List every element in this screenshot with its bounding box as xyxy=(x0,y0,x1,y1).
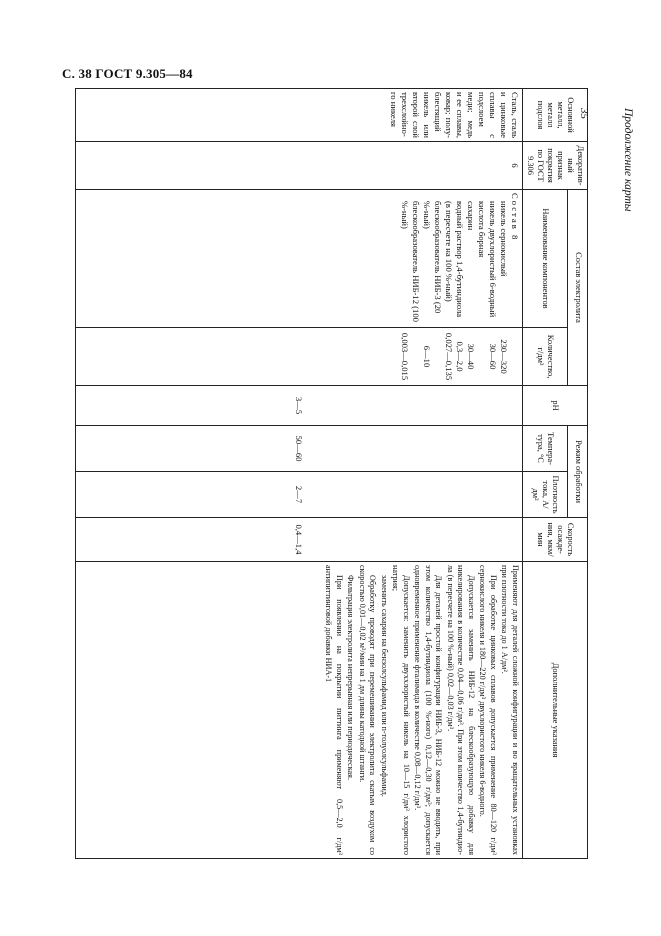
decorative-cell: 6 xyxy=(75,142,522,190)
component-qty: 0,027—0,135 xyxy=(443,332,454,381)
component-qty: 30—40 xyxy=(465,343,476,370)
component-name: никель двухлористый 6-водный xyxy=(487,201,498,318)
current-density-cell: 2—7 xyxy=(75,472,522,518)
component-qty: 230—320 xyxy=(498,339,509,374)
page-number: 35 xyxy=(578,108,590,119)
quantities-cell xyxy=(75,328,522,386)
header-decorative: Декоративный признак покрытия по ГОСТ 9.306 xyxy=(522,142,587,190)
table-row xyxy=(75,89,522,859)
note-paragraph: Обработку проводят при перемешивании электролита скатым воздухом со скоростью 0,01—0,02 м³/мин на 1 дм длины катодной штанги. xyxy=(357,565,378,856)
continuation-title: Продолжение карты xyxy=(622,108,634,212)
page-header: С. 38 ГОСТ 9.305—84 xyxy=(62,66,193,81)
components-cell xyxy=(75,190,522,328)
header-notes: Дополнительные указания xyxy=(522,562,587,859)
note-paragraph: Применяют для деталей сложной конфигурации и во вращательных установках при плотности тока до 1 А/дм². xyxy=(500,565,520,856)
header-current-density: Плотность тока, А/дм² xyxy=(522,472,568,518)
note-paragraph: При обработке цинковых сплавов допускается применение 80—120 г/дм³ сернокислого никеля и 180—220 г/дм³ двухлористого никеля 6-водного. xyxy=(478,565,498,856)
note-paragraph: Допускается: заменить двуххлористый никель на 10—15 г/дм³ хлористого натрия; xyxy=(391,565,411,856)
ph-cell: 3—5 xyxy=(75,386,522,426)
composition-title: Состав 8 xyxy=(509,193,520,242)
note-paragraph: Для деталей простой конфигурации НИБ-3, НИБ-12 можно не вводить, при этом количество 1,4-бутиндиола (100 %-ного) 0,12—0,30 г/дм³; допускается одновременное применение фталимида в количестве 0,08—0,12 г/дм³. xyxy=(413,565,444,856)
note-paragraph: При появлении на покрытии питтинга применяют 0,5—2,0 г/дм³ антипиттинговой добавки НИА-1 xyxy=(324,565,344,856)
header-ph: pH xyxy=(522,386,587,426)
component-qty: 30—60 xyxy=(487,343,498,370)
component-name: кислота борная xyxy=(476,201,487,258)
component-qty: 0,3—2,0 xyxy=(454,341,465,372)
component-qty: 0,003—0,015 xyxy=(399,332,410,381)
component-name: сахарин xyxy=(465,201,476,231)
note-paragraph: Допускается заменить НИБ-12 на блескообразующую добавку для никелирования в количестве 0,04—0,06 г/дм³. При этом количество 1,4-бутиндиола (в пересчете на 100 %-ный) 0,02—0,03 г/дм³. xyxy=(445,565,476,856)
note-paragraph: заменить сахарин на бензолсульфамид или n-толуолсульфамид. xyxy=(379,575,389,797)
temperature-cell: 50—60 xyxy=(75,426,522,472)
component-name: водный раствор 1,4-бутиндиола (в пересчете на 100 %-ный) xyxy=(443,201,465,318)
rotated-table-container xyxy=(90,88,588,858)
header-mode: Режим обработки xyxy=(568,426,588,518)
header-electrolyte: Состав электролита xyxy=(568,190,588,386)
base-metal-cell: Сталь, сталь и цинковые сплавы с подслоем меди; медь и ее сплавы, ковар; полублестящий никель или второй слой трехслойного никеля xyxy=(75,89,522,142)
component-name: блескообразователь НИБ-3 (20 %-ный) xyxy=(421,201,443,314)
electrolyte-table xyxy=(75,88,588,859)
notes-cell xyxy=(75,562,522,859)
note-paragraph: Фильтрация электролита непрерывная или периодическая. xyxy=(346,575,356,780)
deposition-rate-cell: 0,4—1,4 xyxy=(75,518,522,562)
header-quantity: Количество, г/дм³ xyxy=(522,328,568,386)
header-component-name: Наименование компонентов xyxy=(522,190,568,328)
header-deposition-rate: Скорость осаждения, мкм/мин xyxy=(522,518,587,562)
component-qty: 6—10 xyxy=(421,345,432,368)
header-base-metal: Основной металл, металл подслоя xyxy=(522,89,587,142)
header-temperature: Температура, °С xyxy=(522,426,568,472)
component-name: блескообразователь НИБ-12 (100 %-ный) xyxy=(399,201,421,322)
component-name: никель сернокислый xyxy=(498,201,509,277)
